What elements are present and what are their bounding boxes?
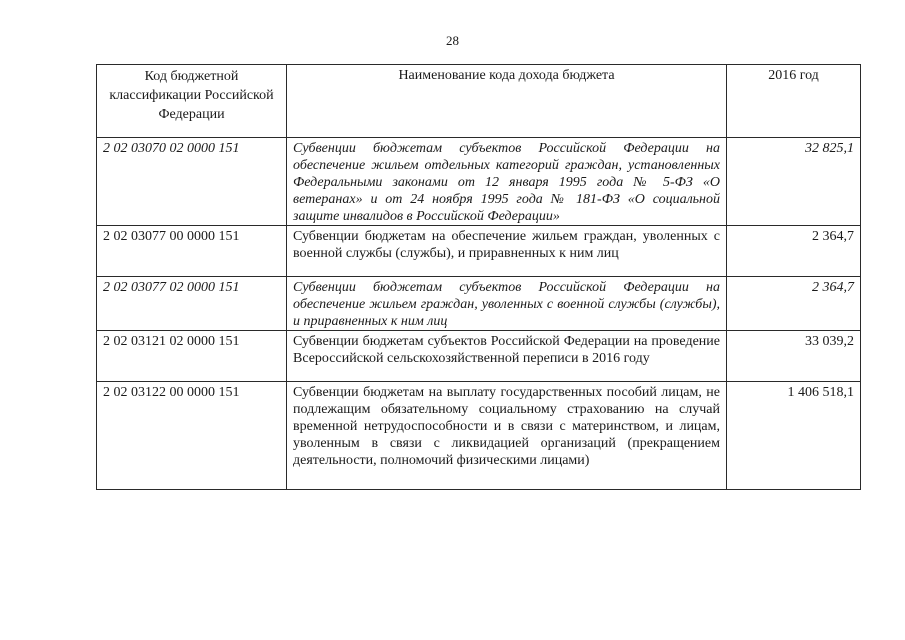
header-budget-code: Код бюджетной классификации Российской Федерации — [97, 65, 287, 138]
table-header-row — [97, 65, 861, 138]
row-name: Субвенции бюджетам субъектов Российской Федерации на проведение Всероссийской сельскохозяйственной переписи в 2016 году — [287, 331, 727, 382]
table-row — [97, 226, 861, 277]
table-row — [97, 382, 861, 490]
row-value: 33 039,2 — [727, 331, 861, 382]
row-code: 2 02 03122 00 0000 151 — [97, 382, 287, 490]
budget-revenue-table — [96, 64, 861, 490]
row-code: 2 02 03121 02 0000 151 — [97, 331, 287, 382]
row-code: 2 02 03070 02 0000 151 — [97, 138, 287, 226]
row-name: Субвенции бюджетам на обеспечение жильем граждан, уволенных с военной службы (службы), и приравненных к ним лиц — [287, 226, 727, 277]
row-name: Субвенции бюджетам на выплату государственных пособий лицам, не подлежащим обязательному социальному страхованию на случай временной нетрудоспособности и в связи с материнством, и лицам, уволенным в связи с ликвидацией организаций (прекращением деятельности, полномочий физическими лицами) — [287, 382, 727, 490]
header-revenue-name: Наименование кода дохода бюджета — [287, 65, 727, 138]
table-row — [97, 138, 861, 226]
row-value: 1 406 518,1 — [727, 382, 861, 490]
header-year-2016: 2016 год — [727, 65, 861, 138]
row-code: 2 02 03077 02 0000 151 — [97, 277, 287, 331]
row-value: 2 364,7 — [727, 277, 861, 331]
table-row — [97, 331, 861, 382]
row-value: 32 825,1 — [727, 138, 861, 226]
table-row — [97, 277, 861, 331]
page-number: 28 — [446, 33, 459, 48]
row-code: 2 02 03077 00 0000 151 — [97, 226, 287, 277]
row-name: Субвенции бюджетам субъектов Российской Федерации на обеспечение жильем отдельных категорий граждан, установленных Федеральными законами от 12 января 1995 года № 5-ФЗ «О ветеранах» и от 24 ноября 1995 года № 181-ФЗ «О социальной защите инвалидов в Российской Федерации» — [287, 138, 727, 226]
row-name: Субвенции бюджетам субъектов Российской Федерации на обеспечение жильем граждан, уволенных с военной службы (службы), и приравненных к ним лиц — [287, 277, 727, 331]
row-value: 2 364,7 — [727, 226, 861, 277]
